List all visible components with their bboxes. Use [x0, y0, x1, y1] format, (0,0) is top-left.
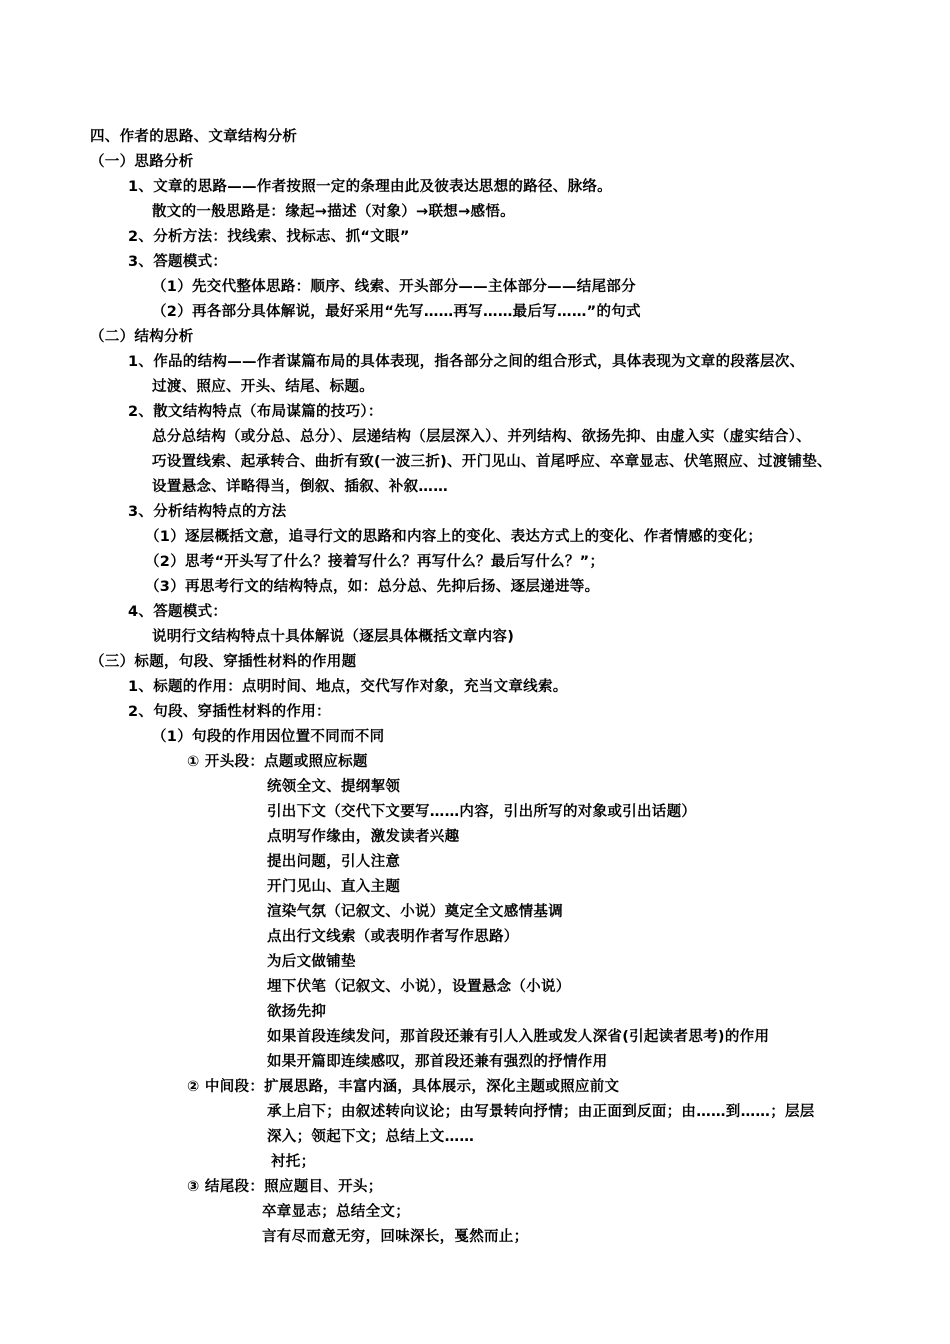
- text-line: （3）再思考行文的结构特点，如：总分总、先抑后扬、逐层递进等。: [145, 579, 600, 595]
- text-line: （1）先交代整体思路：顺序、线索、开头部分——主体部分——结尾部分: [152, 279, 636, 295]
- text-line: 总分总结构（或分总、总分）、层递结构（层层深入）、并列结构、欲扬先抑、由虚入实（虚实结合）、: [152, 429, 812, 445]
- subsection-heading: （一）思路分析: [90, 154, 194, 170]
- text-line: 1、作品的结构——作者谋篇布局的具体表现，指各部分之间的组合形式，具体表现为文章的段落层次、: [128, 354, 805, 370]
- text-line: 1、标题的作用：点明时间、地点，交代写作对象，充当文章线索。: [128, 679, 568, 695]
- text-line: 点出行文线索（或表明作者写作思路）: [267, 929, 519, 945]
- text-line: 2、散文结构特点（布局谋篇的技巧）：: [128, 404, 383, 420]
- text-line: 统领全文、提纲挈领: [267, 779, 401, 795]
- text-line: （1）句段的作用因位置不同而不同: [152, 729, 385, 745]
- text-line: 3、答题模式：: [128, 254, 228, 270]
- text-line: 卒章显志；总结全文；: [262, 1204, 410, 1220]
- text-line: ③ 结尾段：照应题目、开头；: [187, 1179, 383, 1195]
- text-line: 设置悬念、详略得当，倒叙、插叙、补叙……: [152, 479, 448, 495]
- text-line: （1）逐层概括文意，追寻行文的思路和内容上的变化、表达方式上的变化、作者情感的变化；: [145, 529, 763, 545]
- text-line: 欲扬先抑: [267, 1004, 327, 1020]
- text-line: 点明写作缘由，激发读者兴趣: [267, 829, 460, 845]
- text-line: 4、答题模式：: [128, 604, 228, 620]
- text-line: 引出下文（交代下文要写……内容，引出所写的对象或引出话题）: [267, 804, 697, 820]
- text-line: 3、分析结构特点的方法: [128, 504, 287, 520]
- text-line: （2）再各部分具体解说，最好采用“先写……再写……最后写……”的句式: [152, 304, 641, 320]
- text-line: 承上启下；由叙述转向议论；由写景转向抒情；由正面到反面；由……到……；层层: [267, 1104, 815, 1120]
- text-line: （2）思考“开头写了什么？接着写什么？再写什么？最后写什么？”；: [145, 554, 605, 570]
- text-line: 巧设置线索、起承转合、曲折有致(一波三折)、开门见山、首尾呼应、卒章显志、伏笔照应、过渡铺垫、: [152, 454, 832, 470]
- text-line: 2、句段、穿插性材料的作用：: [128, 704, 331, 720]
- text-line: 开门见山、直入主题: [267, 879, 401, 895]
- text-line: 衬托；: [271, 1154, 316, 1170]
- text-line: 说明行文结构特点十具体解说（逐层具体概括文章内容): [152, 629, 515, 645]
- subsection-heading: （三）标题，句段、穿插性材料的作用题: [90, 654, 357, 670]
- text-line: ② 中间段：扩展思路，丰富内涵，具体展示，深化主题或照应前文: [187, 1079, 620, 1095]
- text-line: 过渡、照应、开头、结尾、标题。: [152, 379, 374, 395]
- text-line: 1、文章的思路——作者按照一定的条理由此及彼表达思想的路径、脉络。: [128, 179, 612, 195]
- text-line: 散文的一般思路是：缘起→描述（对象）→联想→感悟。: [152, 204, 515, 220]
- text-line: 言有尽而意无穷，回味深长，戛然而止；: [262, 1229, 529, 1245]
- text-line: ① 开头段：点题或照应标题: [187, 754, 368, 770]
- text-line: 为后文做铺垫: [267, 954, 356, 970]
- text-line: 2、分析方法：找线索、找标志、抓“文眼”: [128, 229, 410, 245]
- section-heading: 四、作者的思路、文章结构分析: [90, 129, 298, 145]
- text-line: 提出问题，引人注意: [267, 854, 401, 870]
- text-line: 如果首段连续发问，那首段还兼有引人入胜或发人深省(引起读者思考)的作用: [267, 1029, 770, 1045]
- text-line: 埋下伏笔（记叙文、小说），设置悬念（小说）: [267, 979, 571, 995]
- text-line: 渲染气氛（记叙文、小说）奠定全文感情基调: [267, 904, 563, 920]
- text-line: 深入；领起下文；总结上文……: [267, 1129, 475, 1145]
- subsection-heading: （二）结构分析: [90, 329, 194, 345]
- text-line: 如果开篇即连续感叹，那首段还兼有强烈的抒情作用: [267, 1054, 608, 1070]
